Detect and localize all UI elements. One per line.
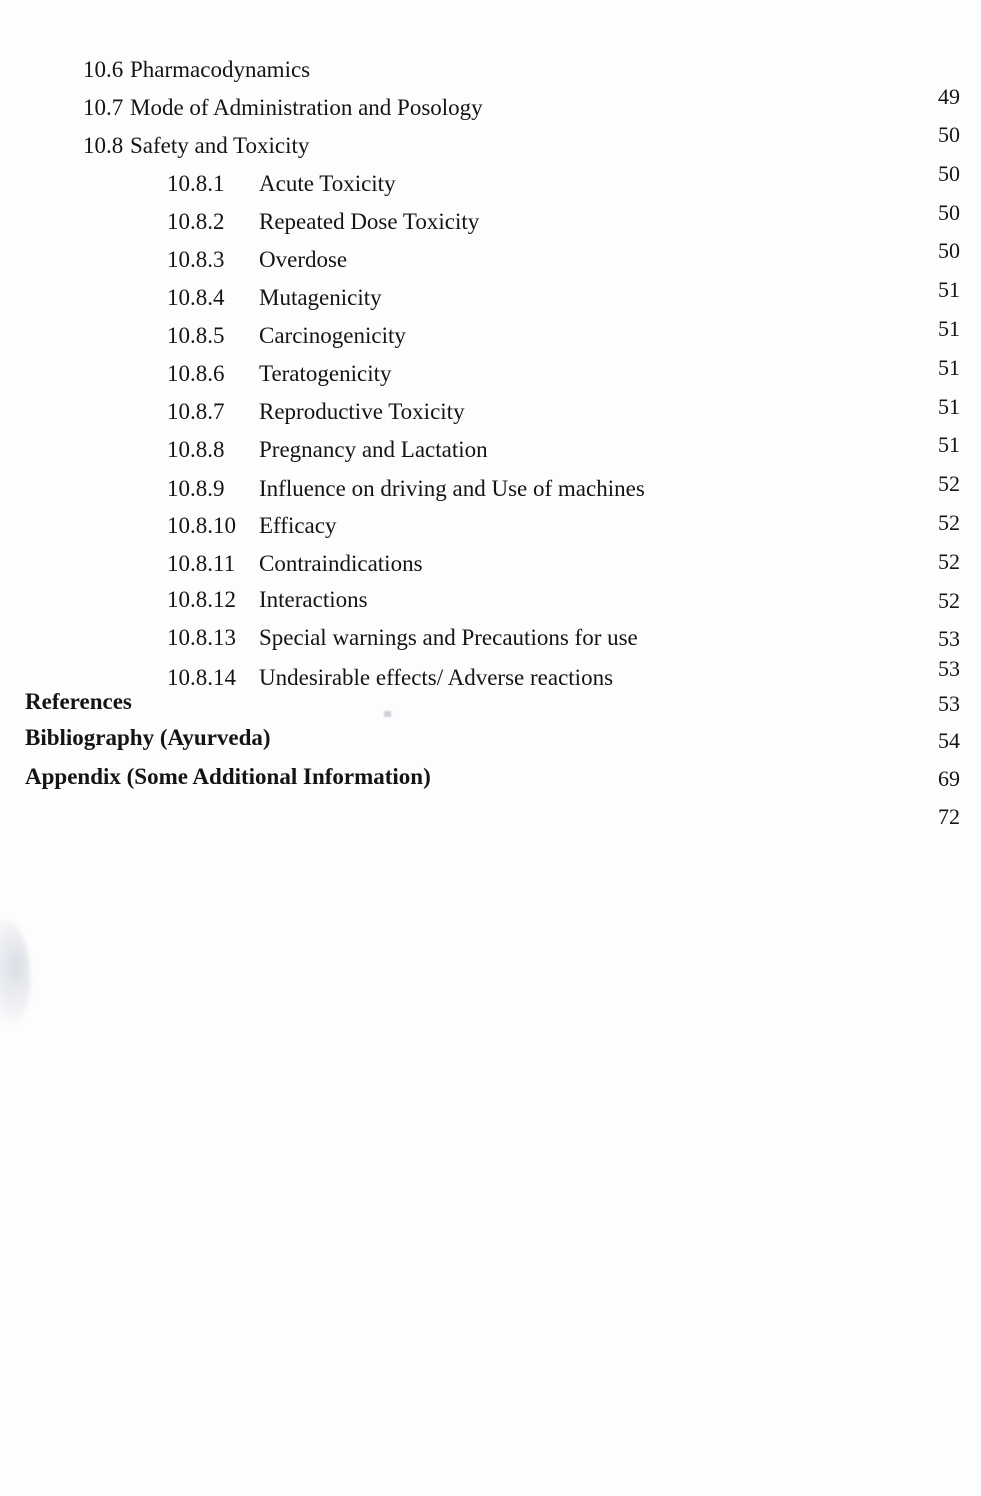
- toc-entry[interactable]: [167, 438, 488, 461]
- toc-entry-number: 10.8.14: [167, 665, 236, 690]
- toc-entry-label: Acute Toxicity: [259, 171, 396, 196]
- toc-page-number: 51: [938, 355, 960, 380]
- toc-entry[interactable]: [167, 362, 392, 385]
- toc-entry-label: Overdose: [259, 247, 348, 272]
- toc-entry-label: Special warnings and Precautions for use: [259, 625, 638, 650]
- toc-entry[interactable]: [167, 400, 465, 423]
- toc-entry[interactable]: [167, 286, 382, 309]
- toc-entry-number: 10.8.9: [167, 476, 225, 501]
- toc-entry[interactable]: [83, 134, 309, 157]
- toc-entry-label: Interactions: [259, 587, 368, 612]
- toc-entry-number: 10.7: [83, 95, 124, 120]
- toc-page-number: 72: [938, 804, 960, 829]
- toc-entry[interactable]: [167, 172, 396, 195]
- toc-entry[interactable]: [83, 96, 483, 119]
- toc-entry-label: Undesirable effects/ Adverse reactions: [259, 665, 614, 690]
- toc-entry[interactable]: [167, 666, 613, 689]
- toc-entry-label: Carcinogenicity: [259, 323, 406, 348]
- toc-entry-number: 10.8.13: [167, 625, 236, 650]
- toc-entry-number: 10.8.11: [167, 551, 236, 576]
- toc-entry-label: Pharmacodynamics: [130, 57, 311, 82]
- toc-entry-label: Pregnancy and Lactation: [259, 437, 488, 462]
- toc-page-number: 52: [938, 549, 960, 574]
- toc-page-number: 53: [938, 626, 960, 651]
- toc-entry[interactable]: [83, 58, 310, 81]
- toc-entry[interactable]: [25, 726, 271, 749]
- toc-entry[interactable]: [167, 210, 479, 233]
- toc-entry[interactable]: [167, 324, 406, 347]
- toc-entry-label: Safety and Toxicity: [130, 133, 310, 158]
- scan-smudge-artifact: [0, 920, 30, 1024]
- toc-entry-label: Appendix (Some Additional Information): [25, 764, 431, 789]
- toc-entry-label: Bibliography (Ayurveda): [25, 725, 271, 750]
- toc-page-number: 69: [938, 766, 960, 791]
- toc-entry-label: Repeated Dose Toxicity: [259, 209, 480, 234]
- toc-entry-label: Mutagenicity: [259, 285, 382, 310]
- toc-entry-number: 10.8.3: [167, 247, 225, 272]
- toc-page-number: 50: [938, 200, 960, 225]
- toc-entry[interactable]: [167, 588, 368, 611]
- toc-page-number: 50: [938, 161, 960, 186]
- toc-page-number: 49: [938, 84, 960, 109]
- toc-page-number: 51: [938, 394, 960, 419]
- toc-entry-label: References: [25, 689, 132, 714]
- toc-page-number: 52: [938, 510, 960, 535]
- toc-entry-number: 10.6: [83, 57, 124, 82]
- toc-entry-number: 10.8.1: [167, 171, 225, 196]
- toc-entry[interactable]: [167, 248, 347, 271]
- toc-entry-label: Mode of Administration and Posology: [130, 95, 483, 120]
- toc-entry-number: 10.8.12: [167, 587, 236, 612]
- toc-entry[interactable]: [167, 477, 645, 500]
- toc-page-number: 51: [938, 316, 960, 341]
- toc-page-number: 52: [938, 471, 960, 496]
- toc-entry-number: 10.8.8: [167, 437, 225, 462]
- toc-entry-label: Influence on driving and Use of machines: [259, 476, 645, 501]
- toc-page-number: 53: [938, 656, 960, 681]
- toc-entry[interactable]: [167, 626, 638, 649]
- toc-entry-number: 10.8.7: [167, 399, 225, 424]
- toc-entry-number: 10.8: [83, 133, 124, 158]
- toc-entry-number: 10.8.10: [167, 513, 236, 538]
- toc-entry[interactable]: [167, 514, 336, 537]
- scan-speck-artifact: [384, 711, 391, 717]
- toc-entry-label: Efficacy: [259, 513, 337, 538]
- toc-entry-number: 10.8.5: [167, 323, 225, 348]
- toc-entry[interactable]: [25, 690, 132, 713]
- toc-entry-number: 10.8.4: [167, 285, 225, 310]
- toc-page-number: 52: [938, 588, 960, 613]
- toc-page-number: 51: [938, 277, 960, 302]
- toc-entry-label: Teratogenicity: [259, 361, 392, 386]
- toc-page-number: 53: [938, 691, 960, 716]
- toc-entry-number: 10.8.2: [167, 209, 225, 234]
- toc-entry-label: Reproductive Toxicity: [259, 399, 465, 424]
- toc-entry-number: 10.8.6: [167, 361, 225, 386]
- toc-page-number: 54: [938, 728, 960, 753]
- toc-entry[interactable]: [25, 765, 431, 788]
- toc-page-number: 50: [938, 122, 960, 147]
- toc-entry[interactable]: [167, 552, 423, 575]
- toc-entry-label: Contraindications: [259, 551, 423, 576]
- toc-page-number: 50: [938, 238, 960, 263]
- toc-page-number: 51: [938, 432, 960, 457]
